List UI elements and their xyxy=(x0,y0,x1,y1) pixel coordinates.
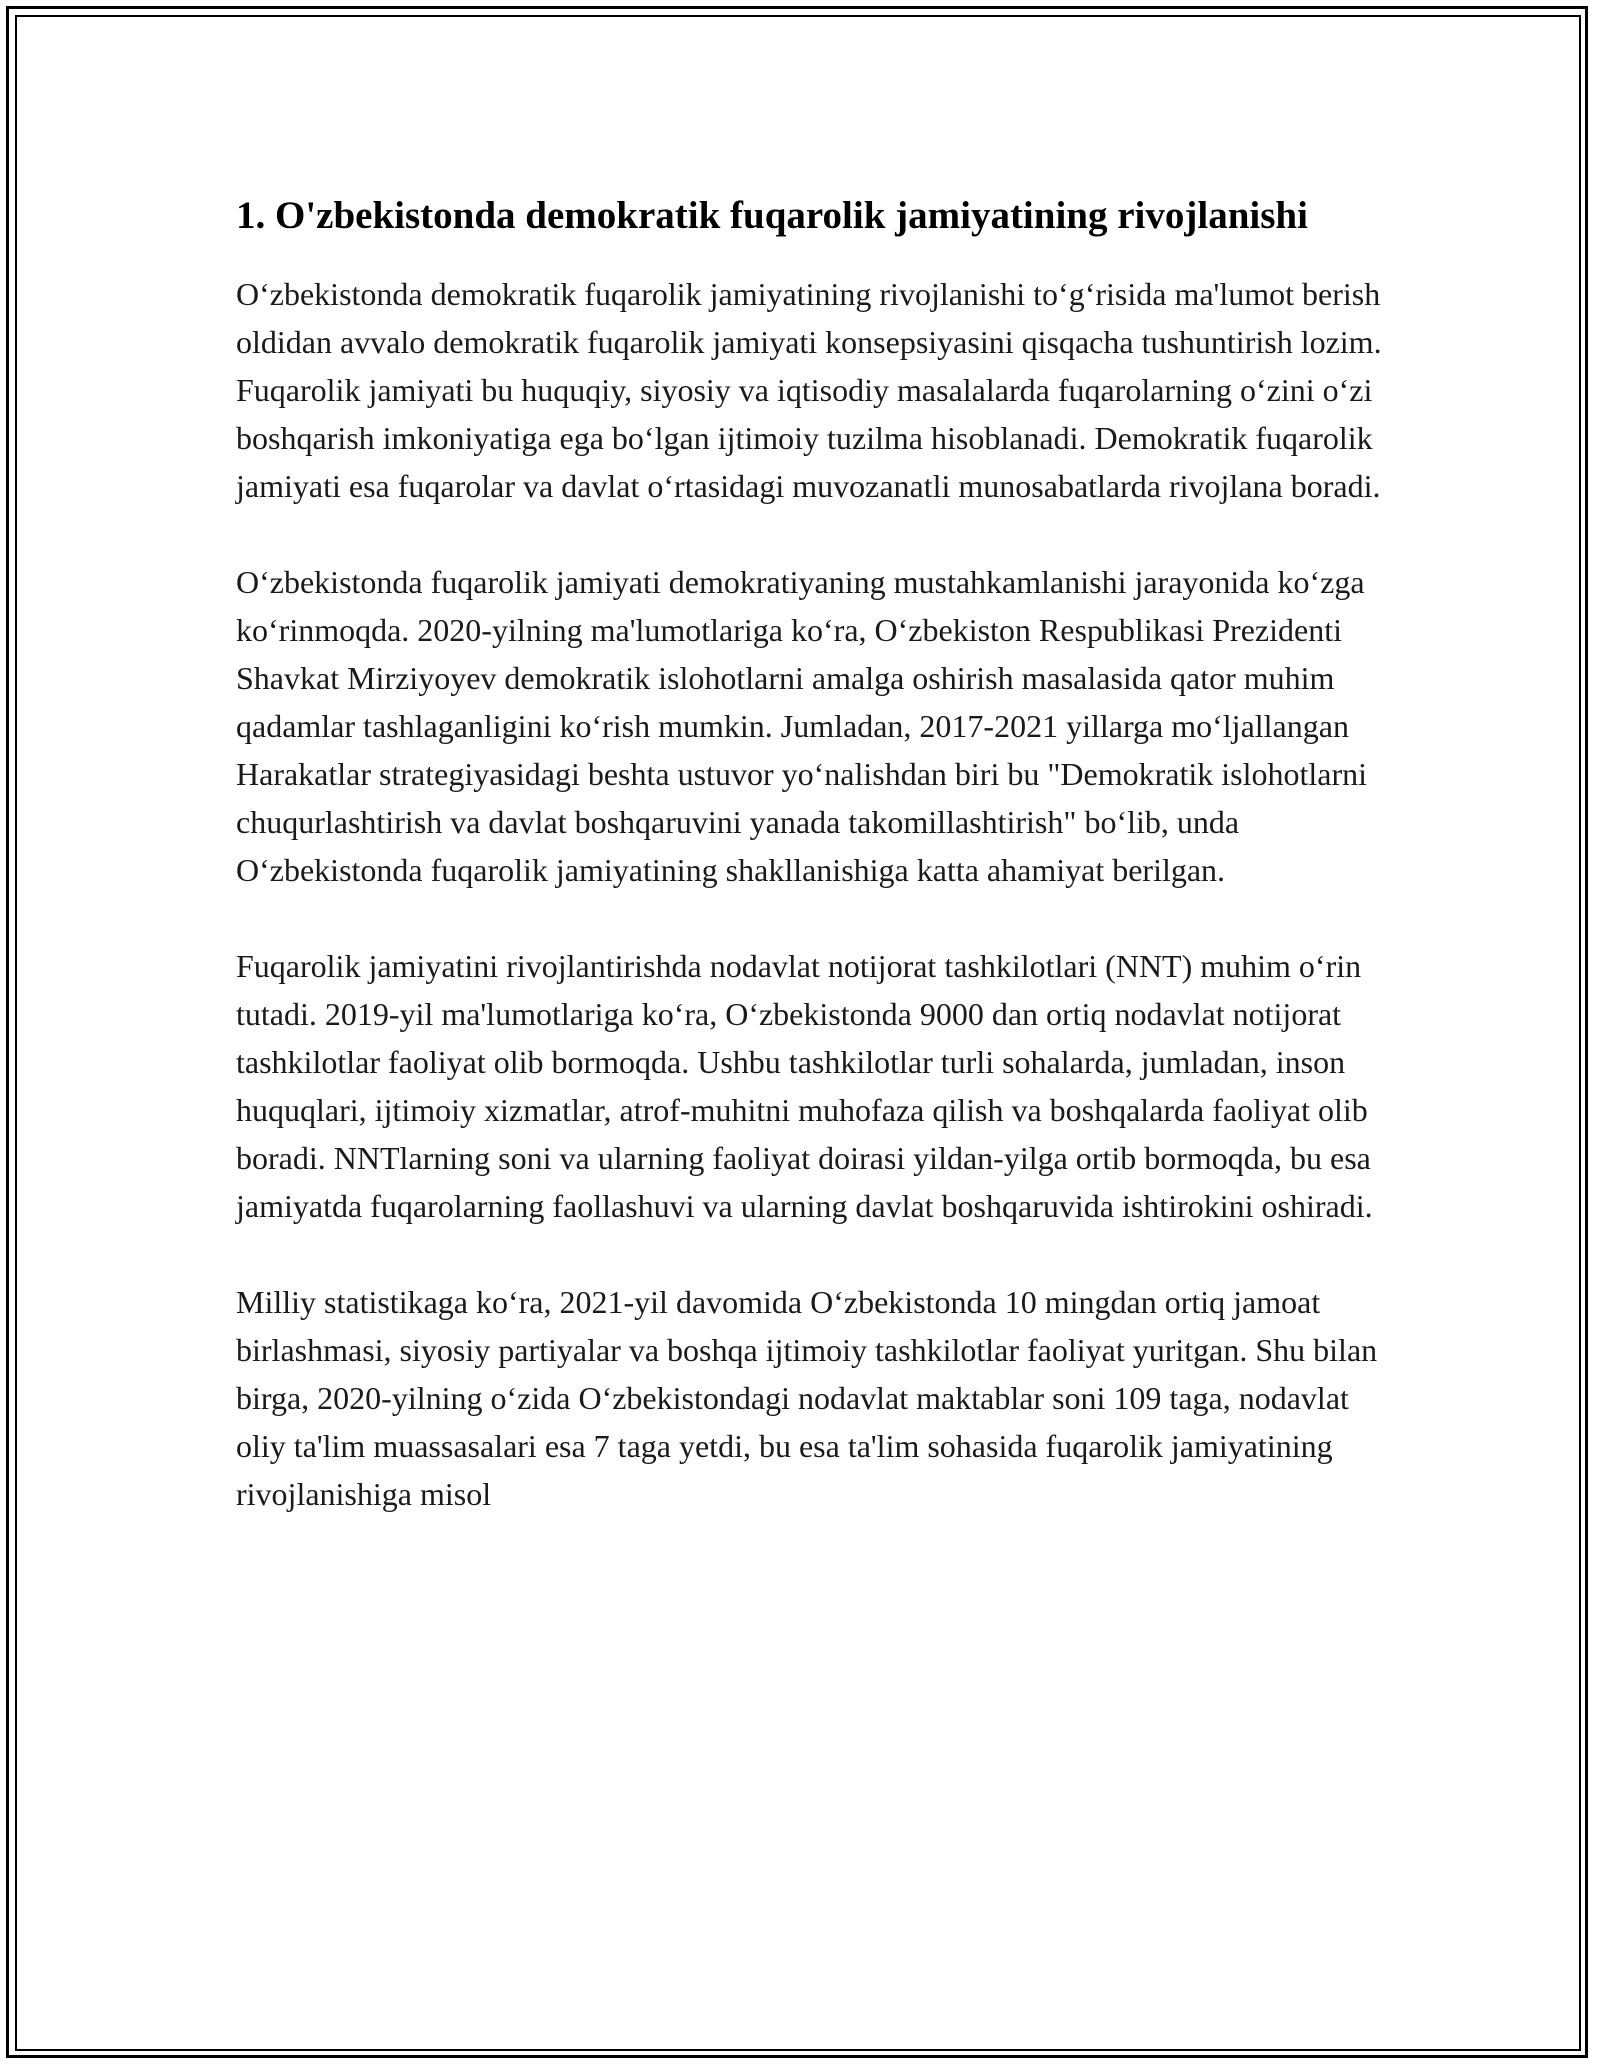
document-body xyxy=(236,188,1386,1566)
section-heading: 1. O'zbekistonda demokratik fuqarolik jamiyatining rivojlanishi xyxy=(236,194,1308,237)
paragraph-3: Fuqarolik jamiyatini rivojlantirishda nodavlat notijorat tashkilotlari (NNT) muhim o‘rin tutadi. 2019-yil ma'lumotlariga ko‘ra, O‘zbekistonda 9000 dan ortiq nodavlat notijorat tashkilotlar faoliyat olib bormoqda. Ushbu tashkilotlar turli sohalarda, jumladan, inson huquqlari, ijtimoiy xizmatlar, atrof-muhitni muhofaza qilish va boshqalarda faoliyat olib boradi. NNTlarning soni va ularning faoliyat doirasi yildan-yilga ortib bormoqda, bu esa jamiyatda fuqarolarning faollashuvi va ularning davlat boshqaruvida ishtirokini oshiradi. xyxy=(236,948,1373,1224)
paragraph-2: O‘zbekistonda fuqarolik jamiyati demokratiyaning mustahkamlanishi jarayonida ko‘zga ko‘rinmoqda. 2020-yilning ma'lumotlariga ko‘ra, O‘zbekiston Respublikasi Prezidenti Shavkat Mirziyoyev demokratik islohotlarni amalga oshirish masalasida qator muhim qadamlar tashlaganligini ko‘rish mumkin. Jumladan, 2017-2021 yillarga mo‘ljallangan Harakatlar strategiyasidagi beshta ustuvor yo‘nalishdan biri bu "Demokratik islohotlarni chuqurlashtirish va davlat boshqaruvini yanada takomillashtirish" bo‘lib, unda O‘zbekistonda fuqarolik jamiyatining shakllanishiga katta ahamiyat berilgan. xyxy=(236,564,1367,888)
paragraph-1: O‘zbekistonda demokratik fuqarolik jamiyatining rivojlanishi to‘g‘risida ma'lumot berish oldidan avvalo demokratik fuqarolik jamiyati konsepsiyasini qisqacha tushuntirish lozim. Fuqarolik jamiyati bu huquqiy, siyosiy va iqtisodiy masalalarda fuqarolarning o‘zini o‘zi boshqarish imkoniyatiga ega bo‘lgan ijtimoiy tuzilma hisoblanadi. Demokratik fuqarolik jamiyati esa fuqarolar va davlat o‘rtasidagi muvozanatli munosabatlarda rivojlana boradi. xyxy=(236,276,1382,504)
paragraph-4: Milliy statistikaga ko‘ra, 2021-yil davomida O‘zbekistonda 10 mingdan ortiq jamoat birlashmasi, siyosiy partiyalar va boshqa ijtimoiy tashkilotlar faoliyat yuritgan. Shu bilan birga, 2020-yilning o‘zida O‘zbekistondagi nodavlat maktablar soni 109 taga, nodavlat oliy ta'lim muassasalari esa 7 taga yetdi, bu esa ta'lim sohasida fuqarolik jamiyatining rivojlanishiga misol xyxy=(236,1284,1378,1512)
